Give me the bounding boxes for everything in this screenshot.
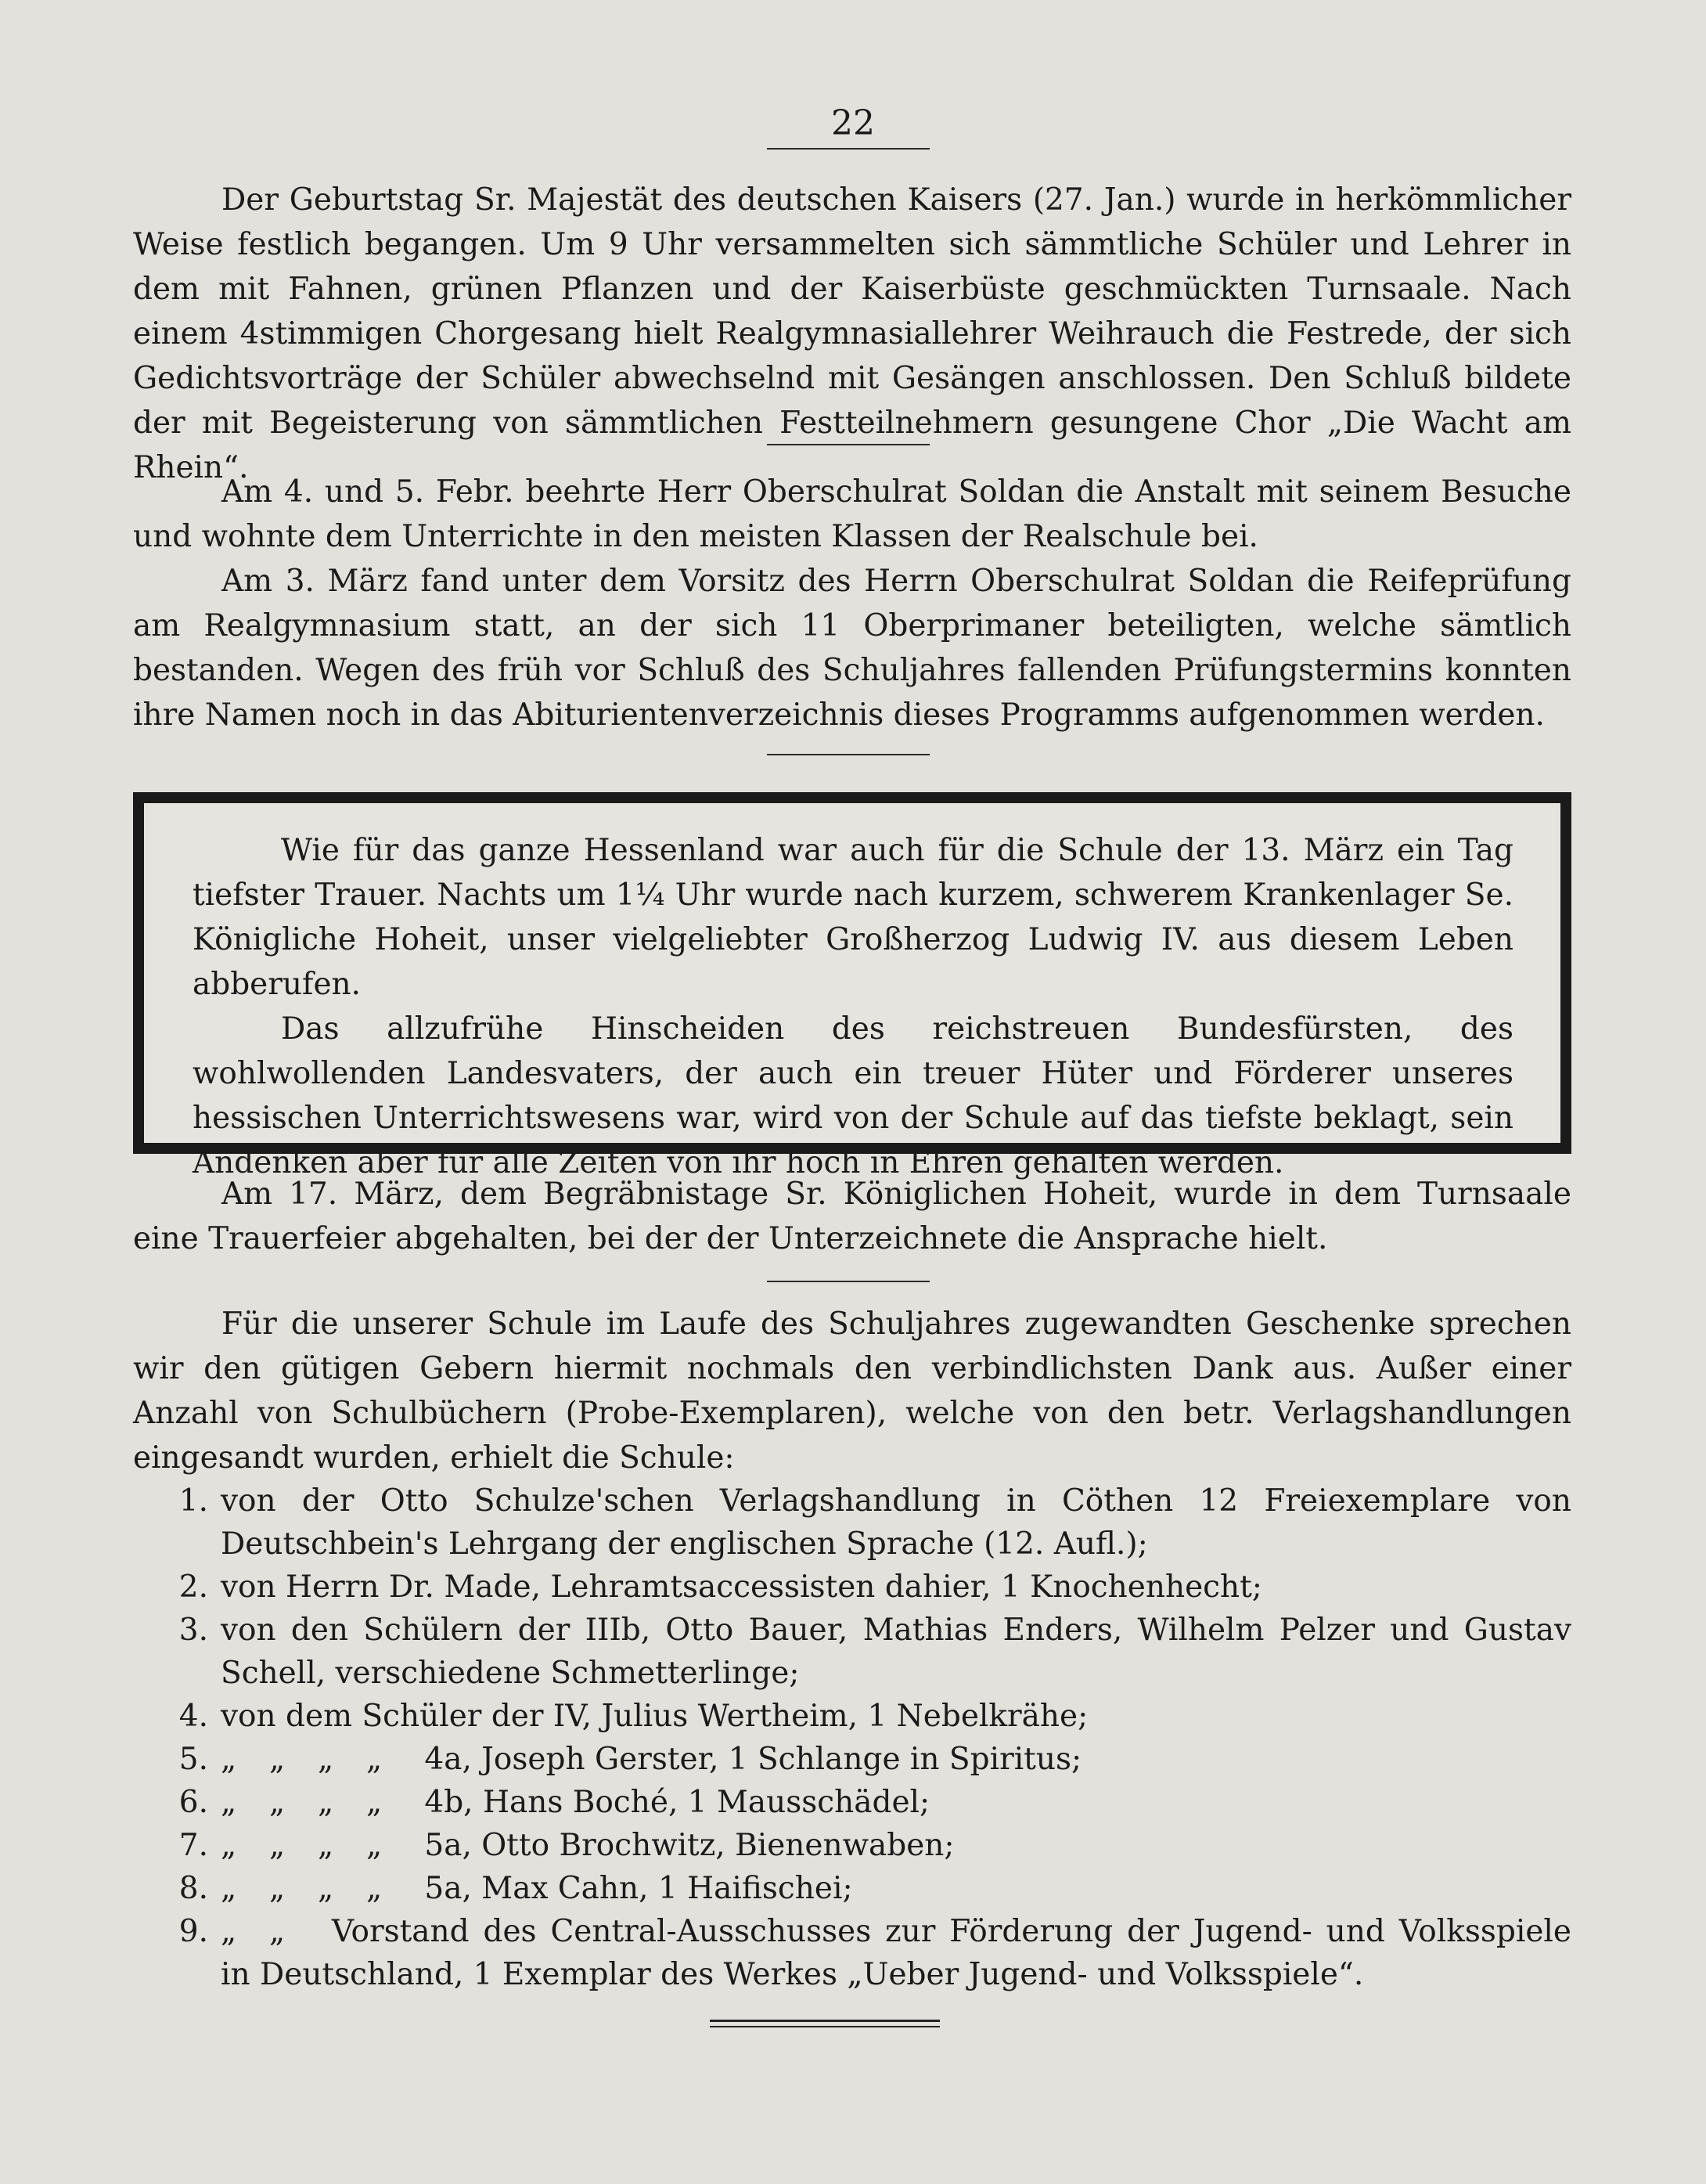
funeral-text: Am 17. März, dem Begräbnistage Sr. Königlichen Hoheit, wurde in dem Turnsaale eine Trauerfeier abgehalten, bei der der Unterzeichnete die Ansprache hielt. — [133, 1177, 1571, 1256]
list-item: 1. von der Otto Schulze'schen Verlagshandlung in Cöthen 12 Freiexemplare von Deutschbein's Lehrgang der englischen Sprache (12. Aufl.); — [178, 1483, 1571, 1562]
ditto-mark: „ — [318, 1871, 334, 1906]
header-rule — [767, 148, 930, 150]
ditto-mark: „ — [221, 1785, 237, 1820]
section-rule-1 — [767, 444, 930, 445]
ditto-mark: „ — [269, 1871, 286, 1906]
list-item: 8. „ „ „ „ 5a, Max Cahn, 1 Haifischei; — [133, 1867, 1571, 1910]
ditto-mark: „ — [318, 1742, 334, 1777]
ditto-mark: „ — [366, 1785, 383, 1820]
ditto-mark: „ — [221, 1914, 237, 1949]
list-item: 9. „ „ Vorstand des Central-Ausschusses zur Förderung der Jugend- und Volksspiele in Deutschland, 1 Exemplar des Werkes „Ueber Jugend- und Volksspiele“. — [133, 1910, 1571, 1996]
end-rule-thin — [710, 2026, 940, 2027]
list-item: 3. von den Schülern der IIIb, Otto Bauer, Mathias Enders, Wilhelm Pelzer und Gustav Schell, verschiedene Schmetterlinge; — [178, 1613, 1571, 1691]
gifts-intro: Für die unserer Schule im Laufe des Schuljahres zugewandten Geschenke sprechen wir den gütigen Gebern hiermit nochmals den verbindlichsten Dank aus. Außer einer Anzahl von Schulbüchern (Probe-Exemplaren), welche von den betr. Verlagshandlungen eingesandt wurden, erhielt die Schule: — [133, 1306, 1571, 1476]
ditto-mark: „ — [366, 1871, 383, 1906]
list-item: 2. von Herrn Dr. Made, Lehramtsaccessisten dahier, 1 Knochenhecht; — [178, 1570, 1262, 1605]
ditto-mark: „ — [221, 1742, 237, 1777]
ditto-mark: „ — [366, 1828, 383, 1863]
page-number: 22 — [831, 103, 875, 143]
gifts-intro-paragraph — [133, 1302, 1571, 1480]
section-rule-3 — [767, 1281, 930, 1282]
gifts-list — [133, 1479, 1571, 1996]
section-rule-2 — [767, 754, 930, 755]
ditto-mark: „ — [221, 1828, 237, 1863]
birthday-text: Der Geburtstag Sr. Majestät des deutschen Kaisers (27. Jan.) wurde in herkömmlicher Weise festlich begangen. Um 9 Uhr versammelten sich sämmtliche Schüler und Lehrer in dem mit Fahnen, grünen Pflanzen und der Kaiserbüste geschmückten Turnsaale. Nach einem 4stimmigen Chorgesang hielt Realgymnasiallehrer Weihrauch die Festrede, der sich Gedichtsvorträge der Schüler abwechselnd mit Gesängen anschlossen. Den Schluß bildete der mit Begeisterung von sämmtlichen Festteilnehmern gesungene Chor „Die Wacht am Rhein“. — [133, 182, 1571, 485]
mourning-text-2: Das allzufrühe Hinscheiden des reichstreuen Bundesfürsten, des wohlwollenden Landesvaters, der auch ein treuer Hüter und Förderer unseres hessischen Unterrichtswesens war, wird von der Schule auf das tiefste beklagt, sein Andenken aber für alle Zeiten von ihr hoch in Ehren gehalten werden. — [193, 1011, 1513, 1180]
ditto-mark: „ — [366, 1742, 383, 1777]
ditto-mark: „ — [269, 1914, 286, 1949]
list-item: 5. „ „ „ „ 4a, Joseph Gerster, 1 Schlange in Spiritus; — [133, 1738, 1571, 1781]
list-item: 4. von dem Schüler der IV, Julius Wertheim, 1 Nebelkrähe; — [178, 1699, 1089, 1734]
ditto-mark: „ — [269, 1742, 286, 1777]
ditto-mark: „ — [269, 1785, 286, 1820]
inspection-paragraphs — [133, 470, 1571, 737]
ditto-mark: „ — [318, 1828, 334, 1863]
mourning-text-1: Wie für das ganze Hessenland war auch für die Schule der 13. März ein Tag tiefster Trauer. Nachts um 1¼ Uhr wurde nach kurzem, schwerem Krankenlager Se. Königliche Hoheit, unser vielgeliebter Großherzog Ludwig IV. aus diesem Leben abberufen. — [193, 833, 1513, 1002]
inspection-text: Am 4. und 5. Febr. beehrte Herr Oberschulrat Soldan die Anstalt mit seinem Besuche und wohnte dem Unterrichte in den meisten Klassen der Realschule bei. — [133, 474, 1571, 554]
ditto-mark: „ — [269, 1828, 286, 1863]
list-item: 6. „ „ „ „ 4b, Hans Boché, 1 Mausschädel; — [133, 1781, 1571, 1824]
exam-text: Am 3. März fand unter dem Vorsitz des Herrn Oberschulrat Soldan die Reifeprüfung am Realgymnasium statt, an der sich 11 Oberprimaner beteiligten, welche sämtlich bestanden. Wegen des früh vor Schluß des Schuljahres fallenden Prüfungstermins konnten ihre Namen noch in das Abiturientenverzeichnis dieses Programms aufgenommen werden. — [133, 564, 1571, 733]
mourning-box — [133, 792, 1571, 1180]
ditto-mark: „ — [221, 1871, 237, 1906]
list-item: 7. „ „ „ „ 5a, Otto Brochwitz, Bienenwaben; — [133, 1824, 1571, 1867]
end-rule — [710, 2020, 940, 2022]
ditto-mark: „ — [318, 1785, 334, 1820]
funeral-paragraph — [133, 1172, 1571, 1261]
